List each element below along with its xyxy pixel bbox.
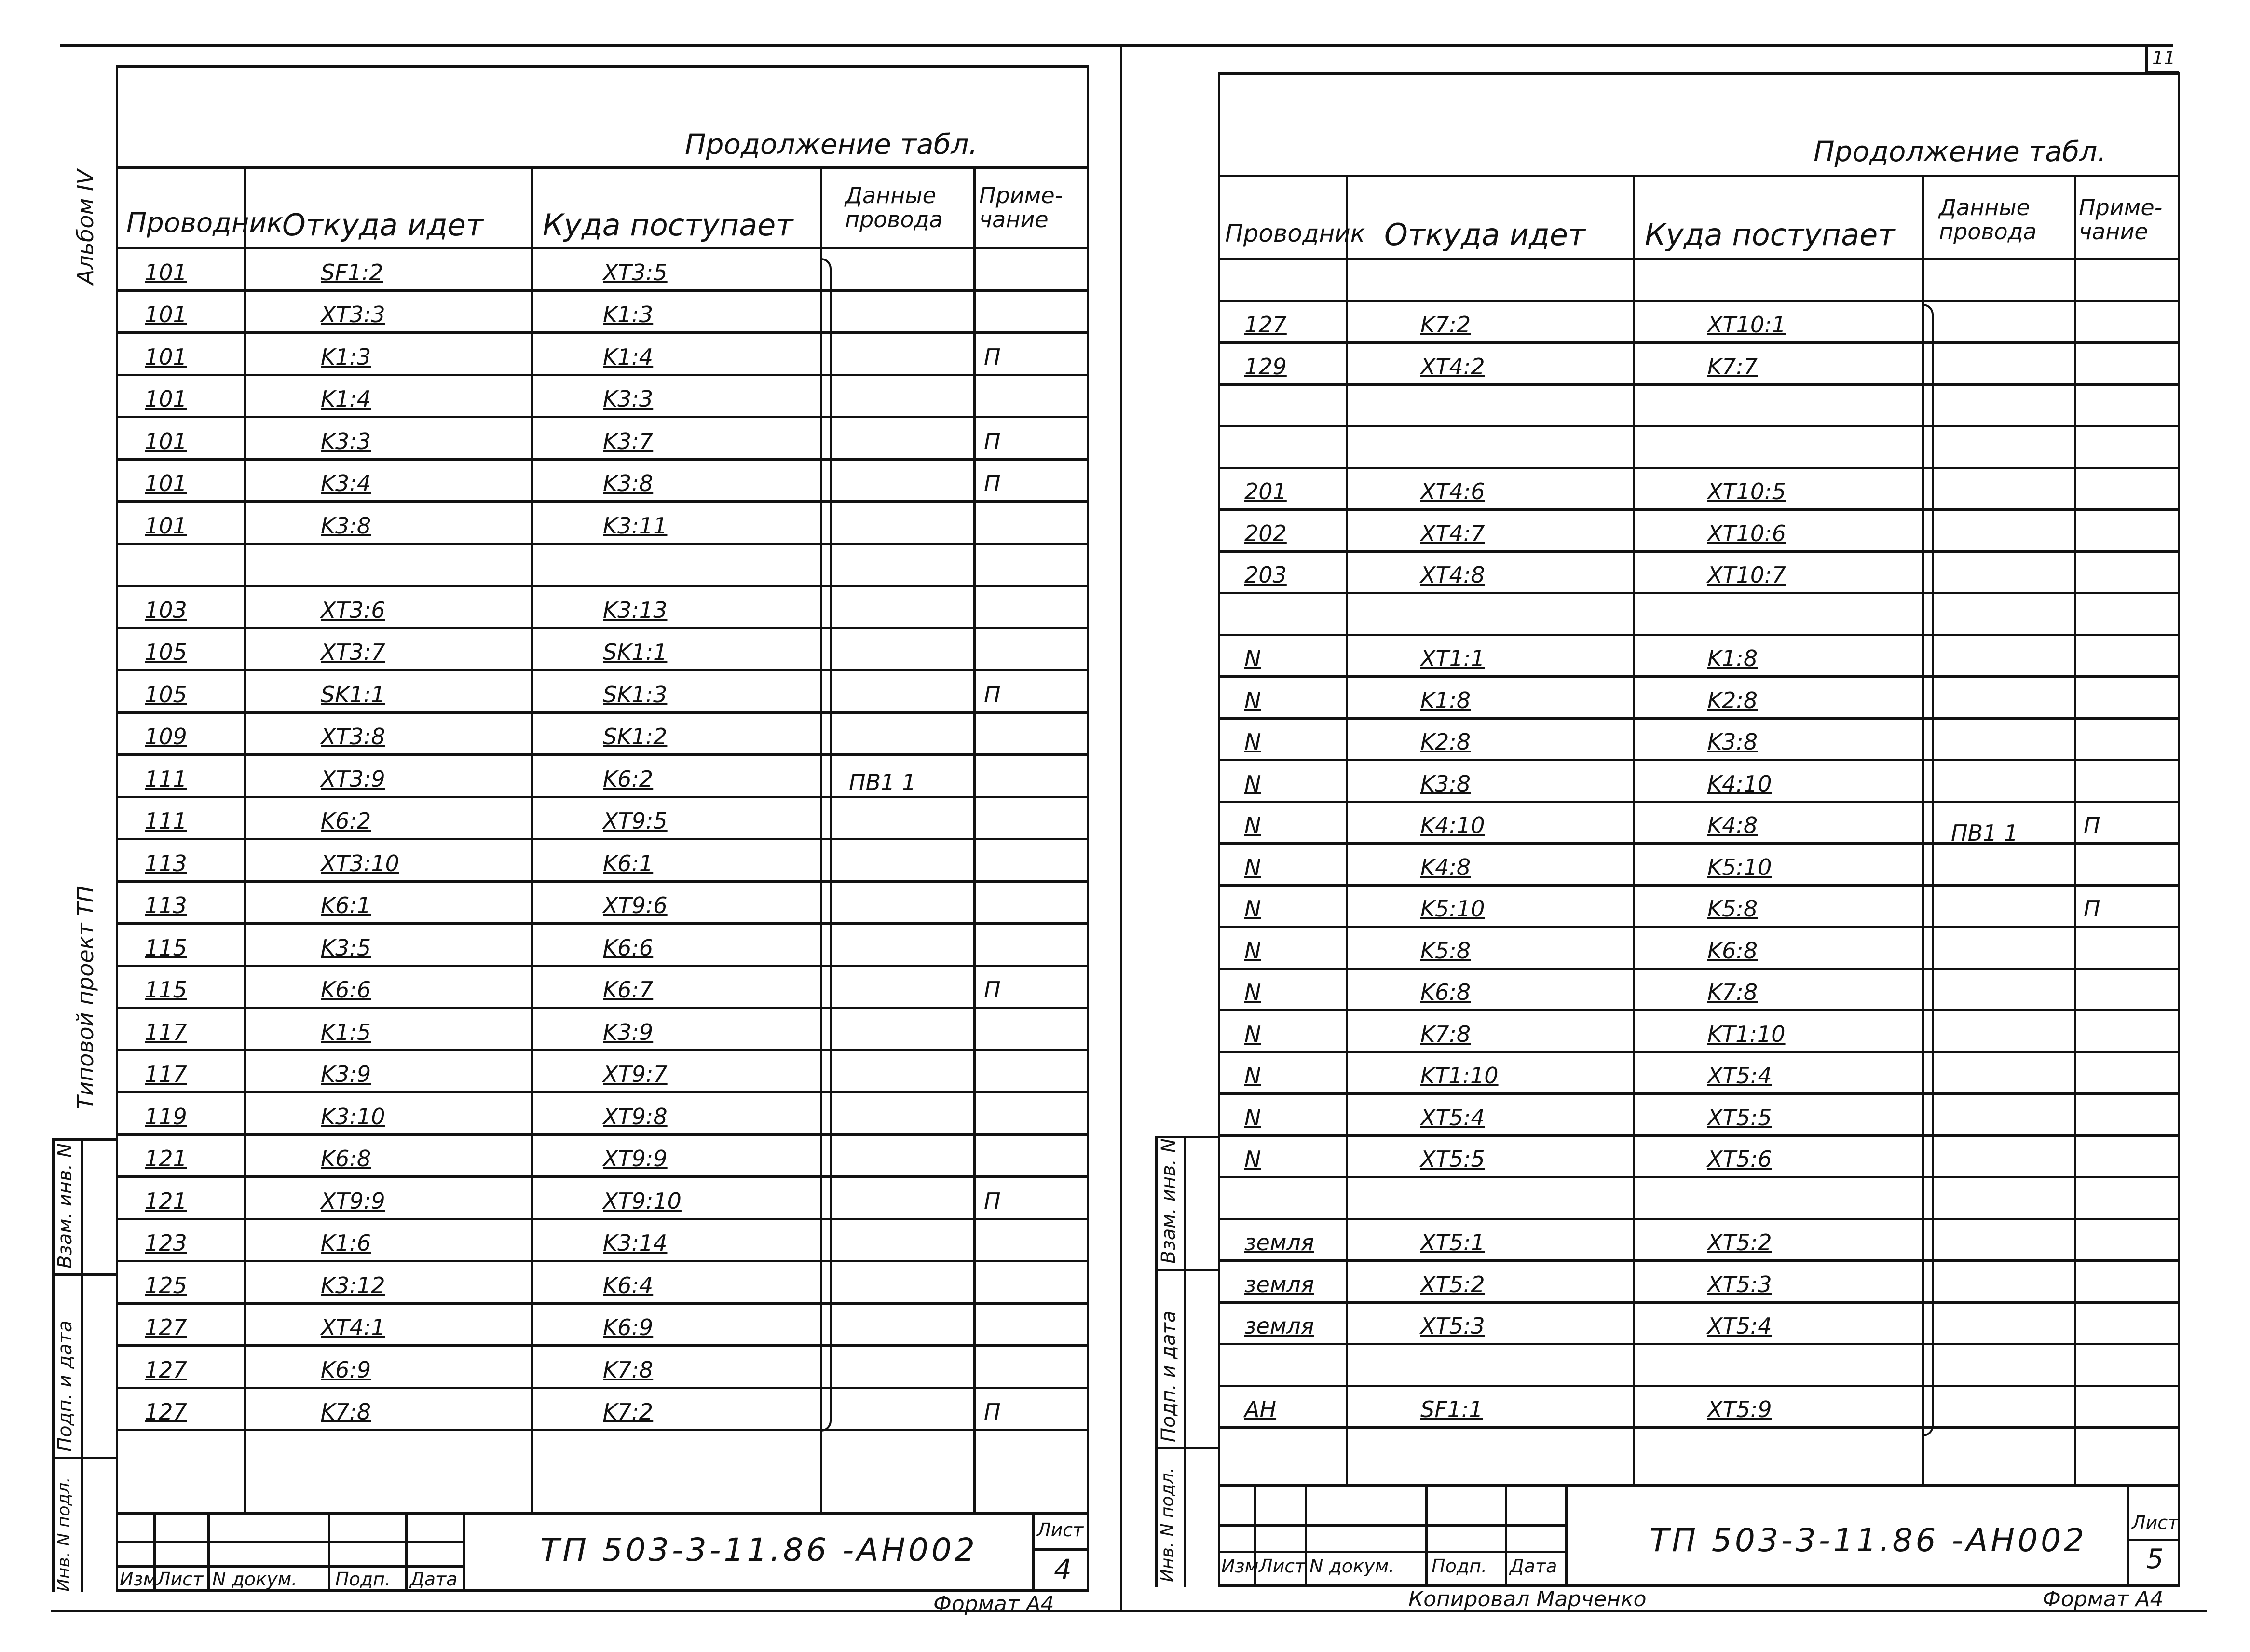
left-header-bottom — [116, 247, 1089, 249]
right-header-bottom — [1218, 258, 2180, 260]
table-row-rule — [1218, 1092, 2180, 1095]
to-cell: XT5:6 — [1707, 1146, 1772, 1172]
right-caption: Продолжение табл. — [1814, 135, 2106, 168]
from-cell: XT9:9 — [321, 1188, 385, 1214]
conductor-cell: земля — [1244, 1271, 1314, 1297]
from-cell: K2:8 — [1420, 729, 1471, 755]
left-header-conductor: Проводник — [126, 207, 283, 239]
to-cell: K6:6 — [603, 934, 654, 961]
right-stamp-col-4: Дата — [1510, 1556, 1557, 1577]
left-stamp-col-4: Дата — [410, 1569, 458, 1590]
to-cell: XT9:8 — [603, 1103, 668, 1130]
conductor-cell: 127 — [145, 1314, 187, 1340]
top-rule — [60, 44, 2173, 47]
table-row-rule — [1218, 842, 2180, 845]
table-row-rule — [1218, 1218, 2180, 1220]
from-cell: XT5:3 — [1420, 1313, 1485, 1339]
right-stamp-col-0: Изм — [1221, 1556, 1259, 1577]
right-caption-rule — [1218, 175, 2180, 177]
table-row-rule — [116, 374, 1089, 376]
to-cell: K6:1 — [603, 850, 654, 876]
from-cell: K3:12 — [321, 1272, 385, 1298]
left-side-r3 — [52, 1457, 116, 1459]
right-side-r3 — [1155, 1447, 1218, 1449]
to-cell: XT5:5 — [1707, 1104, 1772, 1131]
left-stamp-c4 — [405, 1512, 408, 1592]
to-cell: K6:9 — [603, 1314, 654, 1340]
conductor-cell: 113 — [145, 850, 187, 876]
table-row-rule — [116, 880, 1089, 883]
right-corner-box — [2145, 44, 2179, 73]
conductor-cell: 111 — [145, 765, 187, 792]
left-header-to: Куда поступает — [543, 207, 793, 243]
to-cell: K4:8 — [1707, 812, 1758, 838]
right-stamp-c4 — [1505, 1484, 1507, 1587]
table-row-rule — [116, 669, 1089, 671]
from-cell: XT1:1 — [1420, 645, 1485, 671]
conductor-cell: 203 — [1244, 562, 1287, 588]
left-side-vzam: Взам. инв. N — [54, 1143, 76, 1269]
right-format: Формат А4 — [2043, 1587, 2164, 1611]
right-stamp-mid — [1218, 1524, 1565, 1527]
table-row-rule — [116, 416, 1089, 418]
conductor-cell: N — [1244, 645, 1261, 671]
right-side-inner — [1184, 1136, 1186, 1587]
table-row-rule — [1218, 1259, 2180, 1262]
conductor-cell: N — [1244, 1063, 1261, 1089]
conductor-cell: 101 — [145, 386, 187, 412]
from-cell: K1:6 — [321, 1230, 371, 1256]
table-row-rule — [116, 1387, 1089, 1389]
to-cell: XT5:3 — [1707, 1271, 1772, 1297]
table-row-rule — [116, 1091, 1089, 1093]
table-row-rule — [1218, 884, 2180, 887]
conductor-cell: N — [1244, 979, 1261, 1005]
note-cell: П — [984, 428, 1001, 454]
table-row-rule — [116, 711, 1089, 714]
from-cell: K7:8 — [321, 1399, 371, 1425]
left-stamp-c5 — [463, 1512, 465, 1592]
bottom-rule — [51, 1610, 2207, 1612]
to-cell: XT9:7 — [603, 1061, 668, 1087]
table-row-rule — [1218, 926, 2180, 928]
to-cell: XT10:6 — [1707, 520, 1786, 546]
table-row-rule — [1218, 508, 2180, 511]
from-cell: K4:10 — [1420, 812, 1485, 838]
to-cell: K5:10 — [1707, 854, 1772, 880]
from-cell: K3:10 — [321, 1103, 385, 1130]
note-cell: П — [2084, 896, 2100, 922]
right-wire-data: ПВ1 1 — [1951, 820, 2018, 846]
conductor-cell: 101 — [145, 512, 187, 539]
right-stamp-sheet-rule — [2127, 1539, 2180, 1541]
left-stamp-c2 — [207, 1512, 210, 1592]
right-side-vzam: Взам. инв. N — [1158, 1138, 1180, 1264]
table-row-rule — [116, 1007, 1089, 1009]
conductor-cell: N — [1244, 1104, 1261, 1131]
from-cell: XT5:2 — [1420, 1271, 1485, 1297]
left-stamp-col-3: Подп. — [335, 1569, 391, 1590]
note-cell: П — [984, 977, 1001, 1003]
to-cell: KT1:10 — [1707, 1021, 1786, 1047]
table-row-rule — [1218, 801, 2180, 803]
table-row-rule — [1218, 383, 2180, 386]
left-stamp-mid — [116, 1541, 463, 1543]
conductor-cell: 202 — [1244, 520, 1287, 546]
right-side-sign: Подп. и дата — [1158, 1311, 1180, 1442]
right-stamp-col-3: Подп. — [1432, 1556, 1487, 1577]
conductor-cell: N — [1244, 729, 1261, 755]
to-cell: K3:3 — [603, 386, 654, 412]
table-row-rule — [1218, 425, 2180, 427]
conductor-cell: 105 — [145, 639, 187, 665]
from-cell: K7:8 — [1420, 1021, 1471, 1047]
table-row-rule — [116, 458, 1089, 461]
to-cell: XT9:5 — [603, 808, 668, 834]
conductor-cell: N — [1244, 854, 1261, 880]
to-cell: K3:9 — [603, 1019, 654, 1045]
right-stamp-top — [1218, 1484, 2180, 1487]
from-cell: XT3:6 — [321, 597, 385, 623]
from-cell: K1:8 — [1420, 687, 1471, 713]
left-stamp-code: ТП 503-3-11.86 -АН002 — [540, 1531, 978, 1569]
to-cell: K1:8 — [1707, 645, 1758, 671]
table-row-rule — [1218, 1385, 2180, 1387]
from-cell: K5:8 — [1420, 937, 1471, 964]
left-stamp-col-2: N докум. — [212, 1569, 298, 1590]
right-stamp-c5 — [1565, 1484, 1568, 1587]
right-stamp-col-1: Лист — [1259, 1556, 1306, 1577]
conductor-cell: 117 — [145, 1019, 187, 1045]
table-row-rule — [1218, 1426, 2180, 1429]
conductor-cell: N — [1244, 812, 1261, 838]
left-side-r2 — [52, 1273, 116, 1276]
from-cell: KT1:10 — [1420, 1063, 1499, 1089]
table-row-rule — [116, 500, 1089, 503]
left-side-r1 — [52, 1138, 116, 1141]
left-stamp-mid2 — [116, 1565, 463, 1568]
table-row-rule — [1218, 675, 2180, 678]
to-cell: XT9:10 — [603, 1188, 682, 1214]
to-cell: K7:7 — [1707, 353, 1758, 380]
table-row-rule — [1218, 1051, 2180, 1053]
from-cell: XT3:8 — [321, 724, 385, 750]
right-header-note: Приме- чание — [2079, 194, 2163, 245]
left-caption-rule — [116, 166, 1089, 169]
to-cell: K7:2 — [603, 1399, 654, 1425]
table-row-rule — [116, 753, 1089, 756]
table-row-rule — [1218, 634, 2180, 636]
note-cell: П — [984, 681, 1001, 708]
left-stamp-top — [116, 1512, 1089, 1515]
to-cell: K6:7 — [603, 977, 654, 1003]
right-stamp-mid2 — [1218, 1551, 1565, 1553]
from-cell: K6:6 — [321, 977, 371, 1003]
left-side-album: Альбом IV — [72, 169, 98, 285]
table-row-rule — [1218, 1009, 2180, 1011]
right-stamp-sheet: 5 — [2146, 1543, 2164, 1575]
left-header-from: Откуда идет — [282, 207, 484, 243]
right-stamp-sheet-label: Лист — [2132, 1512, 2179, 1533]
conductor-cell: 103 — [145, 597, 187, 623]
left-side-sign: Подп. и дата — [54, 1320, 76, 1452]
conductor-cell: N — [1244, 687, 1261, 713]
to-cell: K1:4 — [603, 343, 654, 370]
left-format: Формат А4 — [933, 1592, 1054, 1616]
conductor-cell: 201 — [1244, 478, 1287, 505]
table-row-rule — [116, 1344, 1089, 1347]
left-wire-data: ПВ1 1 — [849, 769, 916, 795]
note-cell: П — [984, 343, 1001, 370]
table-row-rule — [1218, 1176, 2180, 1178]
left-stamp-sheet-label: Лист — [1037, 1519, 1084, 1541]
table-row-rule — [116, 1133, 1089, 1136]
table-row-rule — [1218, 1301, 2180, 1304]
right-col-line-1 — [1346, 175, 1348, 1484]
from-cell: XT3:3 — [321, 301, 385, 328]
table-row-rule — [1218, 717, 2180, 720]
from-cell: SK1:1 — [321, 681, 385, 708]
to-cell: K4:10 — [1707, 770, 1772, 797]
to-cell: SK1:1 — [603, 639, 668, 665]
to-cell: SK1:2 — [603, 724, 668, 750]
table-row-rule — [1218, 1134, 2180, 1137]
to-cell: K2:8 — [1707, 687, 1758, 713]
conductor-cell: 129 — [1244, 353, 1287, 380]
from-cell: K4:8 — [1420, 854, 1471, 880]
conductor-cell: N — [1244, 1021, 1261, 1047]
conductor-cell: 101 — [145, 343, 187, 370]
table-row-rule — [116, 1429, 1089, 1431]
from-cell: K6:1 — [321, 892, 371, 918]
conductor-cell: N — [1244, 937, 1261, 964]
table-row-rule — [116, 838, 1089, 840]
to-cell: XT3:5 — [603, 259, 668, 286]
from-cell: K3:9 — [321, 1061, 371, 1087]
from-cell: K1:3 — [321, 343, 371, 370]
right-col-line-2 — [1633, 175, 1635, 1484]
to-cell: XT10:7 — [1707, 562, 1786, 588]
left-bracket — [820, 258, 832, 1432]
from-cell: K1:4 — [321, 386, 371, 412]
table-row-rule — [1218, 550, 2180, 553]
to-cell: SK1:3 — [603, 681, 668, 708]
conductor-cell: земля — [1244, 1313, 1314, 1339]
from-cell: XT5:5 — [1420, 1146, 1485, 1172]
conductor-cell: 105 — [145, 681, 187, 708]
from-cell: K5:10 — [1420, 896, 1485, 922]
note-cell: П — [984, 470, 1001, 496]
right-header-conductor: Проводник — [1225, 219, 1365, 247]
table-row-rule — [116, 627, 1089, 629]
from-cell: XT4:2 — [1420, 353, 1485, 380]
table-row-rule — [116, 922, 1089, 925]
conductor-cell: 127 — [145, 1356, 187, 1383]
table-row-rule — [1218, 341, 2180, 344]
conductor-cell: 111 — [145, 808, 187, 834]
right-side-r2 — [1155, 1269, 1218, 1271]
right-bracket — [1922, 304, 1934, 1436]
to-cell: K7:8 — [1707, 979, 1758, 1005]
left-caption: Продолжение табл. — [685, 128, 978, 161]
conductor-cell: 127 — [145, 1399, 187, 1425]
conductor-cell: АН — [1244, 1396, 1277, 1422]
from-cell: XT5:4 — [1420, 1104, 1485, 1131]
from-cell: XT5:1 — [1420, 1229, 1485, 1256]
right-header-to: Куда поступает — [1645, 217, 1895, 252]
left-stamp-sheet: 4 — [1054, 1553, 1072, 1586]
to-cell: K3:13 — [603, 597, 668, 623]
from-cell: K6:8 — [321, 1146, 371, 1172]
conductor-cell: 115 — [145, 977, 187, 1003]
table-row-rule — [116, 1049, 1089, 1051]
left-stamp-col-1: Лист — [157, 1569, 204, 1590]
conductor-cell: 109 — [145, 724, 187, 750]
from-cell: XT3:9 — [321, 765, 385, 792]
right-stamp-c3 — [1425, 1484, 1428, 1587]
table-row-rule — [1218, 467, 2180, 469]
from-cell: SF1:1 — [1420, 1396, 1483, 1422]
conductor-cell: N — [1244, 770, 1261, 797]
conductor-cell: 101 — [145, 428, 187, 454]
conductor-cell: 117 — [145, 1061, 187, 1087]
left-header-wire: Данные провода — [845, 182, 943, 232]
to-cell: XT9:6 — [603, 892, 668, 918]
from-cell: K3:5 — [321, 934, 371, 961]
to-cell: XT5:2 — [1707, 1229, 1772, 1256]
from-cell: XT3:10 — [321, 850, 399, 876]
to-cell: XT5:4 — [1707, 1063, 1772, 1089]
right-header-from: Откуда идет — [1384, 217, 1586, 252]
from-cell: K6:9 — [321, 1356, 371, 1383]
page-divider — [1120, 47, 1122, 1610]
to-cell: XT5:4 — [1707, 1313, 1772, 1339]
to-cell: XT9:9 — [603, 1146, 668, 1172]
conductor-cell: 115 — [145, 934, 187, 961]
table-row-rule — [1218, 968, 2180, 970]
from-cell: XT3:7 — [321, 639, 385, 665]
table-row-rule — [116, 331, 1089, 334]
to-cell: K5:8 — [1707, 896, 1758, 922]
left-stamp-sheet-rule — [1032, 1548, 1089, 1551]
conductor-cell: 119 — [145, 1103, 187, 1130]
table-row-rule — [116, 289, 1089, 292]
table-row-rule — [116, 965, 1089, 967]
to-cell: K6:2 — [603, 765, 654, 792]
left-side-inv: Инв. N подл. — [54, 1477, 74, 1592]
to-cell: K6:4 — [603, 1272, 654, 1298]
right-col-line-4 — [2074, 175, 2076, 1484]
conductor-cell: 123 — [145, 1230, 187, 1256]
from-cell: K3:8 — [1420, 770, 1471, 797]
right-side-inv: Инв. N подл. — [1158, 1467, 1177, 1582]
from-cell: K3:3 — [321, 428, 371, 454]
note-cell: П — [2084, 812, 2100, 838]
to-cell: K3:8 — [603, 470, 654, 496]
to-cell: K3:7 — [603, 428, 654, 454]
left-header-note: Приме- чание — [979, 182, 1063, 232]
conductor-cell: 101 — [145, 301, 187, 328]
note-cell: П — [984, 1399, 1001, 1425]
to-cell: XT10:5 — [1707, 478, 1786, 505]
table-row-rule — [116, 1302, 1089, 1305]
right-stamp-col-2: N докум. — [1309, 1556, 1395, 1577]
to-cell: K6:8 — [1707, 937, 1758, 964]
to-cell: K1:3 — [603, 301, 654, 328]
table-row-rule — [116, 1175, 1089, 1178]
table-row-rule — [1218, 300, 2180, 302]
to-cell: K3:14 — [603, 1230, 668, 1256]
right-header-wire: Данные провода — [1939, 194, 2037, 245]
conductor-cell: земля — [1244, 1229, 1314, 1256]
table-row-rule — [1218, 592, 2180, 594]
from-cell: K3:8 — [321, 512, 371, 539]
conductor-cell: 101 — [145, 259, 187, 286]
from-cell: SF1:2 — [321, 259, 383, 286]
table-row-rule — [116, 1218, 1089, 1220]
from-cell: K6:8 — [1420, 979, 1471, 1005]
table-row-rule — [116, 796, 1089, 798]
from-cell: K7:2 — [1420, 312, 1471, 338]
conductor-cell: N — [1244, 896, 1261, 922]
to-cell: XT10:1 — [1707, 312, 1786, 338]
note-cell: П — [984, 1188, 1001, 1214]
left-stamp-c3 — [328, 1512, 330, 1592]
to-cell: K3:8 — [1707, 729, 1758, 755]
left-side-project: Типовой проект ТП — [72, 886, 98, 1109]
table-row-rule — [1218, 759, 2180, 761]
conductor-cell: 101 — [145, 470, 187, 496]
conductor-cell: 125 — [145, 1272, 187, 1298]
table-row-rule — [116, 543, 1089, 545]
from-cell: XT4:1 — [321, 1314, 385, 1340]
from-cell: K3:4 — [321, 470, 371, 496]
left-table-frame — [116, 65, 1089, 1592]
left-stamp-c6 — [1032, 1512, 1035, 1592]
right-stamp-code: ТП 503-3-11.86 -АН002 — [1650, 1522, 2087, 1559]
conductor-cell: 113 — [145, 892, 187, 918]
to-cell: K3:11 — [603, 512, 668, 539]
right-stamp-c6 — [2127, 1484, 2129, 1587]
right-corner-number: 11 — [2152, 47, 2176, 68]
left-side-inner — [81, 1138, 83, 1592]
from-cell: K1:5 — [321, 1019, 371, 1045]
conductor-cell: 127 — [1244, 312, 1287, 338]
to-cell: XT5:9 — [1707, 1396, 1772, 1422]
conductor-cell: N — [1244, 1146, 1261, 1172]
table-row-rule — [116, 585, 1089, 587]
conductor-cell: 121 — [145, 1146, 187, 1172]
table-row-rule — [1218, 1343, 2180, 1345]
conductor-cell: 121 — [145, 1188, 187, 1214]
from-cell: XT4:6 — [1420, 478, 1485, 505]
from-cell: K6:2 — [321, 808, 371, 834]
from-cell: XT4:7 — [1420, 520, 1485, 546]
from-cell: XT4:8 — [1420, 562, 1485, 588]
left-stamp-col-0: Изм — [120, 1569, 157, 1590]
to-cell: K7:8 — [603, 1356, 654, 1383]
table-row-rule — [116, 1260, 1089, 1262]
right-copied: Копировал Марченко — [1408, 1587, 1647, 1611]
